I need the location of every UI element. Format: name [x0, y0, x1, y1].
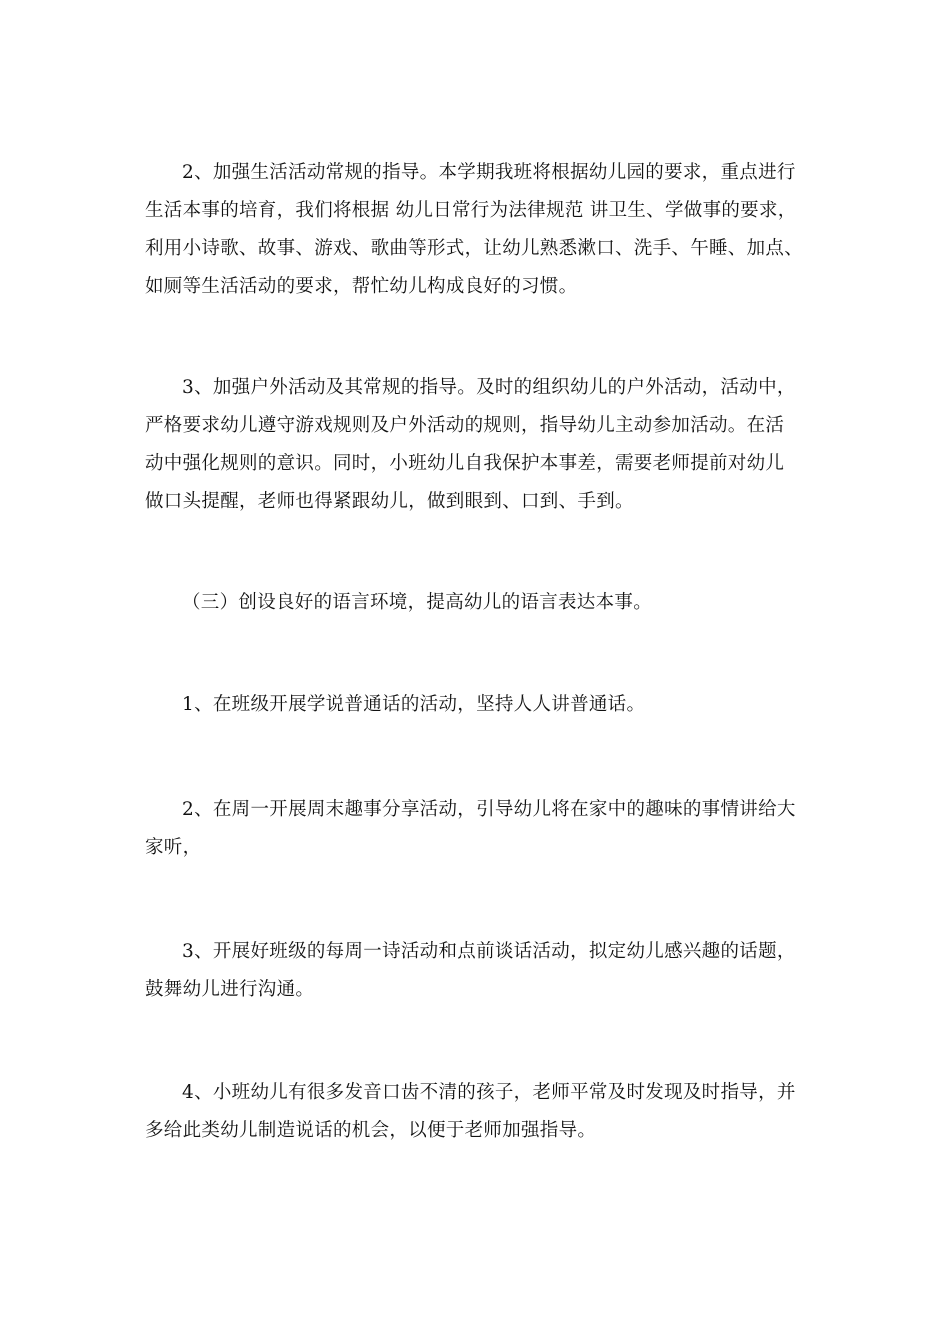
- text-line: 鼓舞幼儿进行沟通。: [145, 979, 315, 1000]
- text-line: 家听，: [145, 837, 202, 858]
- text-line: 4、小班幼儿有很多发音口齿不清的孩子，老师平常及时发现及时指导，并: [182, 1082, 796, 1103]
- text-line: 如厕等生活活动的要求，帮忙幼儿构成良好的习惯。: [145, 276, 578, 297]
- text-line: 2、在周一开展周末趣事分享活动，引导幼儿将在家中的趣味的事情讲给大: [182, 799, 796, 820]
- text-line: （三）创设良好的语言环境，提高幼儿的语言表达本事。: [182, 592, 653, 613]
- text-line: 严格要求幼儿遵守游戏规则及户外活动的规则，指导幼儿主动参加活动。在活: [145, 415, 785, 436]
- text-line: 动中强化规则的意识。同时，小班幼儿自我保护本事差，需要老师提前对幼儿: [145, 453, 785, 474]
- text-line: 做口头提醒，老师也得紧跟幼儿，做到眼到、口到、手到。: [145, 491, 634, 512]
- text-line: 利用小诗歌、故事、游戏、歌曲等形式，让幼儿熟悉漱口、洗手、午睡、加点、: [145, 238, 804, 259]
- paragraph-pronunciation: [145, 1074, 810, 1150]
- text-line: 生活本事的培育，我们将根据 幼儿日常行为法律规范 讲卫生、学做事的要求，: [145, 200, 797, 221]
- text-line: 3、开展好班级的每周一诗活动和点前谈话活动，拟定幼儿感兴趣的话题，: [182, 941, 796, 962]
- paragraph-mandarin: [145, 686, 810, 724]
- paragraph-weekend-sharing: [145, 791, 810, 867]
- paragraph-weekly-poem: [145, 933, 810, 1009]
- paragraph-outdoor-routine: [145, 369, 810, 521]
- text-line: 3、加强户外活动及其常规的指导。及时的组织幼儿的户外活动，活动中，: [182, 377, 796, 398]
- section-heading-language: [145, 584, 810, 622]
- text-line: 2、加强生活活动常规的指导。本学期我班将根据幼儿园的要求，重点进行: [182, 162, 796, 183]
- text-line: 1、在班级开展学说普通话的活动，坚持人人讲普通话。: [182, 694, 646, 715]
- paragraph-life-routine: [145, 154, 810, 306]
- text-line: 多给此类幼儿制造说话的机会，以便于老师加强指导。: [145, 1120, 597, 1141]
